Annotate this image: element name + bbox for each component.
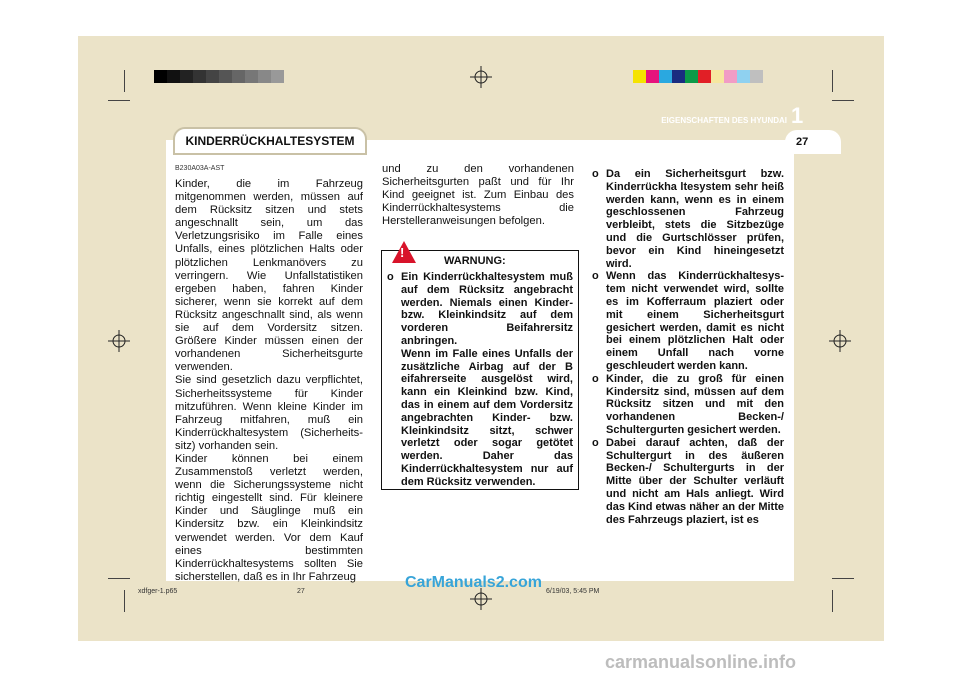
watermark-carmanualsonline: carmanualsonline.info [605,652,797,672]
watermark-carmanuals2[interactable]: CarManuals2.com [405,574,542,591]
list-item-text: Wenn das Kinderrückhaltesys-tem nicht verwendet wird, sollte es im Kofferraum plaziert oder mit einem Sicherheitsgurt gesichert werden, damit es nicht bei einem plötzlichen Halt oder einem Unfall nach vorne geschleudert werden kann. [606,270,784,372]
trim-mark [832,578,854,579]
page-number-tab [785,130,841,154]
doc-code: B230A03A-AST [175,165,225,172]
list-item-text: Kinder, die zu groß für einen Kindersitz sind, müssen auf dem Rücksitz sitzen und mit den vorhandenen Becken-/ Schultergurten gesichert werden. [606,372,784,436]
list-item [592,168,784,270]
bullet: o [387,271,394,283]
bullet: o [592,270,599,283]
registration-mark-top [470,66,492,88]
warning-label: WARNUNG: [444,255,506,267]
color-bar [633,70,763,83]
column-2-text: und zu den vorhandenen Sicherheitsgurten paßt und für Ihr Kind geeignet ist. Zum Einbau des Kinderrückhaltesystems die Herstelleranweisungen befolgen. [382,163,574,228]
trim-mark [108,578,130,579]
registration-mark-right [829,330,851,352]
footer-timestamp: 6/19/03, 5:45 PM [546,588,600,595]
warning-item [387,271,573,489]
bullet: o [592,168,599,180]
registration-mark-left [108,330,130,352]
chapter-number: 1 [791,103,804,128]
list-item-text: Da ein Sicherheitsgurt bzw. Kinderrückha ltesystem sehr heiß werden kann, wenn es in einem geschlossenen Fahrzeug verbleibt, stets die Sitzbezüge und die Gurtschlösser prüfen, bevor ein Kind hineingesetzt wird. [606,168,784,270]
page-number: 27 [796,136,809,148]
trim-mark [124,590,125,612]
column-3-list [592,168,784,526]
footer-page: 27 [297,588,305,595]
trim-mark [124,70,125,92]
warning-text: Ein Kinderrückhaltesystem muß auf dem Rücksitz angebracht werden. Niemals einen Kinder-bzw. Kleinkindsitz auf dem vorderen Beifahrersitz anbringen. Wenn im Falle eines Unfalls der zusätzliche Airbag auf der B eifahrerseite ausgelöst wird, kann ein Kleinkind bzw. Kind, das in einem auf dem Vordersitz angebrachten Kinder- bzw. Kleinkindsitz sitzt, schwer verletzt oder sogar getötet werden. Daher das Kinderrückhaltesystem nur auf dem Rücksitz verwenden. [401,271,573,488]
list-item [592,373,784,437]
list-item [592,270,784,372]
list-item [592,437,784,527]
grayscale-bar [154,70,284,83]
exclamation-icon: ! [400,245,405,260]
bullet: o [592,436,599,449]
bullet: o [592,372,599,385]
list-item-text: Dabei darauf achten, daß der Schultergurt in des äußeren Becken-/ Schultergurts in der Mitte über der Schulter verläuft und nicht am Hals anliegt. Wird das Kind etwas näher an der Mitte des Fahrzeugs plaziert, ist es [606,436,784,526]
chapter-title: EIGENSCHAFTEN DES HYUNDAI [661,116,787,125]
section-title: KINDERRÜCKHALTESYSTEM [173,127,367,155]
trim-mark [832,70,833,92]
trim-mark [832,100,854,101]
footer-file: xdfger-1.p65 [138,588,178,595]
trim-mark [108,100,130,101]
column-1-text: Kinder, die im Fahrzeug mitgenommen werden, müssen auf dem Rücksitz sitzen und stets angeschnallt sein, um das Verletzungsrisiko im Falle eines Unfalls, eines plötzlichen Halts oder plötzlichen Lenkmanövers zu verringern. Wie Unfallstatistiken ergeben haben, fahren Kinder sicherer, wenn sie korrekt auf dem Rücksitz angeschnallt sind, als wenn sie auf dem Vordersitz sitzen. Größere Kinder müssen einen der vorhandenen Sicherheitsgurte verwenden. Sie sind gesetzlich dazu verpflichtet, Sicherheitssysteme für Kinder mitzuführen. Wenn kleine Kinder im Fahrzeug mitfahren, muß ein Kinderrückhaltesystem (Sicherheits-sitz) vorhanden sein. Kinder können bei einem Zusammenstoß verletzt werden, wenn die Sicherungssysteme nicht richtig eingestellt sind. Für kleinere Kinder und Säuglinge muß ein Kindersitz bzw. ein Kleinkindsitz verwendet werden. Vor dem Kauf eines bestimmten Kinderrückhaltesystems sollten Sie sicherstellen, daß es in Ihr Fahrzeug [175,178,363,583]
trim-mark [832,590,833,612]
